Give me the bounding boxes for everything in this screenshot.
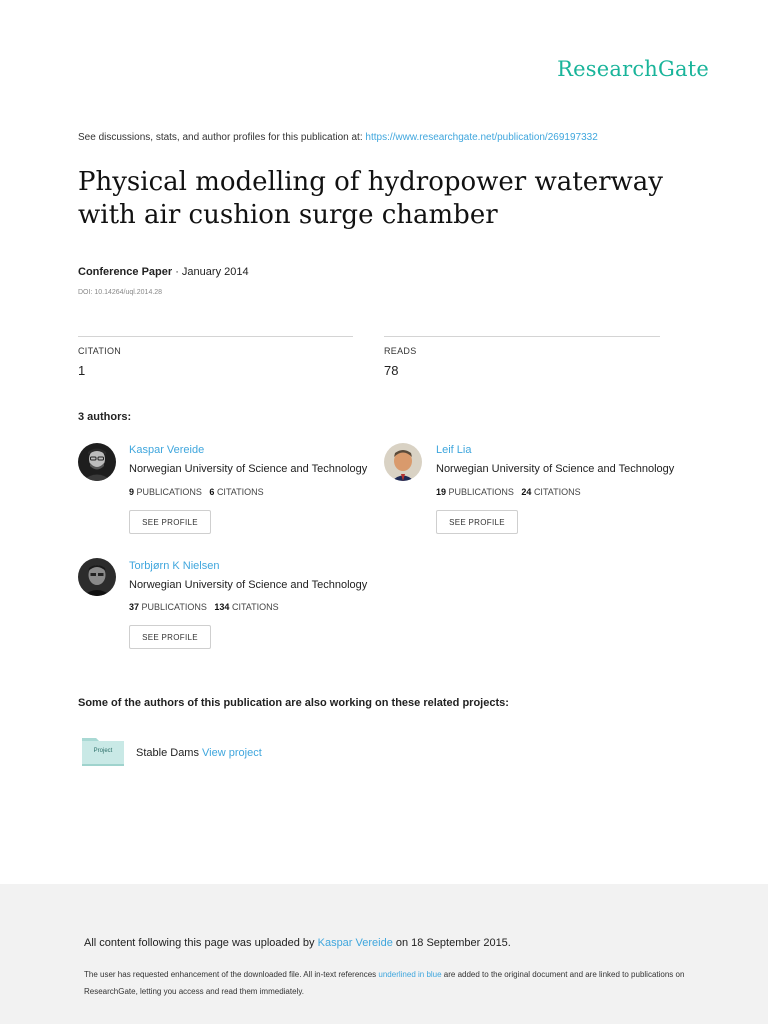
- author-publications-count: 9: [129, 487, 135, 497]
- author-affiliation: Norwegian University of Science and Technology: [129, 579, 368, 591]
- author-publications-count: 37: [129, 602, 140, 612]
- underlined-in-blue-text: underlined in blue: [378, 970, 442, 979]
- author-affiliation: Norwegian University of Science and Technology: [436, 463, 675, 475]
- paper-title: Physical modelling of hydropower waterway with air cushion surge chamber: [78, 167, 663, 230]
- author-stats: [436, 487, 581, 497]
- reads-value: 78: [384, 363, 399, 378]
- project-folder-icon[interactable]: [82, 736, 124, 766]
- author-name-link[interactable]: Leif Lia: [436, 444, 472, 456]
- author-publications-count: 19: [436, 487, 447, 497]
- paper-date: · January 2014: [172, 266, 249, 278]
- reads-label: READS: [384, 346, 417, 356]
- see-profile-button[interactable]: SEE PROFILE: [129, 510, 211, 534]
- notice-prefix: The user has requested enhancement of the downloaded file. All in-text references: [84, 970, 379, 979]
- publications-label: PUBLICATIONS: [136, 487, 202, 497]
- citation-divider: [78, 336, 353, 337]
- uploader-link[interactable]: Kaspar Vereide: [317, 937, 393, 949]
- paper-type-line: [78, 266, 249, 278]
- footer-panel: [0, 884, 768, 1024]
- citations-label: CITATIONS: [231, 602, 279, 612]
- author-citations-count: 6: [209, 487, 215, 497]
- project-item: [136, 747, 262, 759]
- publications-label: PUBLICATIONS: [141, 602, 207, 612]
- uploaded-prefix: All content following this page was uploaded by: [84, 937, 318, 949]
- author-name-link[interactable]: Kaspar Vereide: [129, 444, 205, 456]
- publications-label: PUBLICATIONS: [448, 487, 514, 497]
- enhancement-notice: [84, 966, 694, 1000]
- authors-heading: 3 authors:: [78, 411, 132, 423]
- author-name-link[interactable]: Torbjørn K Nielsen: [129, 560, 220, 572]
- citations-label: CITATIONS: [216, 487, 264, 497]
- researchgate-logo[interactable]: ResearchGate: [557, 57, 709, 81]
- related-projects-heading: Some of the authors of this publication are also working on these related projects:: [78, 697, 509, 709]
- see-profile-button[interactable]: SEE PROFILE: [436, 510, 518, 534]
- project-name: Stable Dams: [136, 747, 203, 759]
- person-photo-icon: [78, 443, 116, 481]
- author-affiliation: Norwegian University of Science and Technology: [129, 463, 368, 475]
- author-citations-count: 134: [214, 602, 230, 612]
- author-stats: [129, 602, 279, 612]
- paper-type: Conference Paper: [78, 266, 173, 278]
- person-photo-icon: [384, 443, 422, 481]
- uploaded-notice: [84, 937, 511, 949]
- publication-url-link[interactable]: https://www.researchgate.net/publication/269197332: [365, 132, 598, 143]
- author-avatar-kaspar-vereide[interactable]: [78, 443, 116, 481]
- uploaded-suffix: on 18 September 2015.: [392, 937, 511, 949]
- author-avatar-torbjorn-nielsen[interactable]: [78, 558, 116, 596]
- project-icon-label: Project: [93, 748, 113, 754]
- view-project-link[interactable]: View project: [202, 747, 262, 759]
- discussion-text: See discussions, stats, and author profiles for this publication at:: [78, 132, 366, 143]
- person-photo-icon: [78, 558, 116, 596]
- discussion-line: [78, 132, 598, 143]
- author-stats: [129, 487, 264, 497]
- citation-label: CITATION: [78, 346, 122, 356]
- see-profile-button[interactable]: SEE PROFILE: [129, 625, 211, 649]
- author-avatar-leif-lia[interactable]: [384, 443, 422, 481]
- citations-label: CITATIONS: [533, 487, 581, 497]
- notice-suffix: are added to the original document and are linked to publications on ResearchGate, letting you access and read them immediately.: [84, 970, 685, 996]
- paper-doi: DOI: 10.14264/uql.2014.28: [78, 289, 163, 296]
- citation-value: 1: [78, 363, 86, 378]
- reads-divider: [384, 336, 660, 337]
- author-citations-count: 24: [521, 487, 532, 497]
